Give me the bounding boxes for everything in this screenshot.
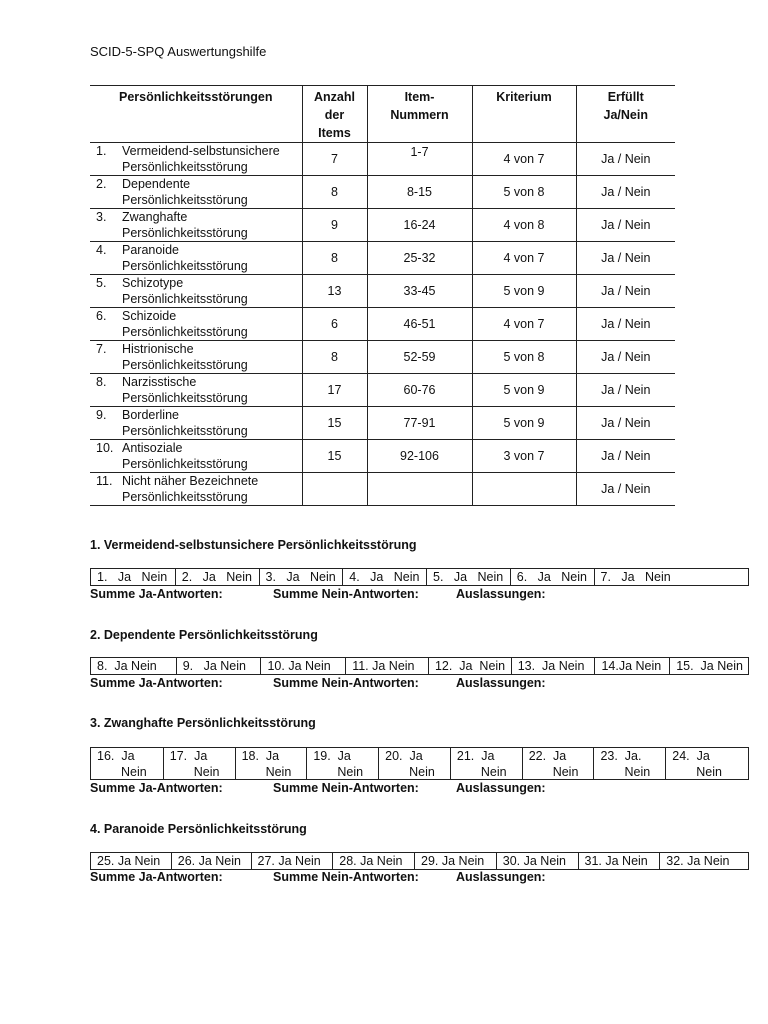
item-count: 15 xyxy=(302,440,367,473)
table-row xyxy=(90,407,675,440)
item-response-cell[interactable]: 11. Ja Nein xyxy=(345,658,428,674)
row-number: 2. xyxy=(96,177,107,191)
missing-label: Auslassungen: xyxy=(456,676,546,690)
item-nein: Nein xyxy=(480,765,507,779)
item-nein: Nein xyxy=(121,765,147,779)
missing-label: Auslassungen: xyxy=(456,781,546,795)
disorder-name: Schizoide xyxy=(122,309,177,323)
fulfilled-ja-nein[interactable]: Ja / Nein xyxy=(576,473,675,506)
item-range xyxy=(367,473,472,506)
item-response-cell[interactable] xyxy=(450,748,522,779)
item-response-cell[interactable]: 30. Ja Nein xyxy=(496,853,578,869)
item-count: 8 xyxy=(302,242,367,275)
disorder-cell xyxy=(90,209,302,242)
item-response-cell[interactable]: 9. Ja Nein xyxy=(176,658,261,674)
disorder-type: Persönlichkeitsstörung xyxy=(122,490,248,504)
disorder-cell xyxy=(90,242,302,275)
row-number: 6. xyxy=(96,309,107,323)
sum-ja-label: Summe Ja-Antworten: xyxy=(90,781,223,795)
table-row xyxy=(90,440,675,473)
disorder-type: Persönlichkeitsstörung xyxy=(122,259,248,273)
disorder-cell xyxy=(90,440,302,473)
disorder-type: Persönlichkeitsstörung xyxy=(122,325,248,339)
fulfilled-ja-nein[interactable]: Ja / Nein xyxy=(576,374,675,407)
row-number: 11. xyxy=(96,474,113,488)
item-count xyxy=(302,473,367,506)
row-number: 3. xyxy=(96,210,107,224)
sum-ja-label: Summe Ja-Antworten: xyxy=(90,587,223,601)
disorder-type: Persönlichkeitsstörung xyxy=(122,358,248,372)
table-row xyxy=(90,143,675,176)
item-nein: Nein xyxy=(409,765,435,779)
sum-nein-label: Summe Nein-Antworten: xyxy=(273,870,419,884)
item-response-cell[interactable]: 4. Ja Nein xyxy=(342,569,426,585)
criterion: 4 von 7 xyxy=(472,143,576,176)
item-number-ja: 18. Ja xyxy=(241,749,280,763)
disorder-cell xyxy=(90,275,302,308)
item-range: 92-106 xyxy=(367,440,472,473)
item-response-cell[interactable] xyxy=(163,748,235,779)
criterion: 3 von 7 xyxy=(472,440,576,473)
item-count: 7 xyxy=(302,143,367,176)
item-response-cell[interactable]: 1. Ja Nein xyxy=(97,570,168,584)
disorder-name: Zwanghafte xyxy=(122,210,188,224)
criterion xyxy=(472,473,576,506)
item-response-row xyxy=(90,852,749,870)
item-response-cell[interactable]: 7. Ja Nein xyxy=(594,569,749,585)
item-response-cell[interactable]: 31. Ja Nein xyxy=(578,853,660,869)
item-nein: Nein xyxy=(552,765,579,779)
criterion: 5 von 9 xyxy=(472,374,576,407)
item-response-cell[interactable]: 28. Ja Nein xyxy=(332,853,414,869)
item-range: 1-7 xyxy=(367,143,472,176)
item-response-cell[interactable] xyxy=(378,748,450,779)
item-count: 9 xyxy=(302,209,367,242)
item-response-cell[interactable]: 26. Ja Nein xyxy=(171,853,251,869)
table-row xyxy=(90,242,675,275)
item-count: 17 xyxy=(302,374,367,407)
item-response-cell[interactable]: 2. Ja Nein xyxy=(175,569,259,585)
item-number-ja: 21. Ja xyxy=(456,749,495,763)
evaluation-table xyxy=(90,85,675,506)
disorder-name: Narzisstische xyxy=(122,375,197,389)
row-number: 5. xyxy=(96,276,107,290)
row-number: 10. xyxy=(96,441,114,455)
fulfilled-ja-nein[interactable]: Ja / Nein xyxy=(576,341,675,374)
row-number: 4. xyxy=(96,243,107,257)
criterion: 4 von 8 xyxy=(472,209,576,242)
item-count: 13 xyxy=(302,275,367,308)
criterion: 5 von 8 xyxy=(472,176,576,209)
disorder-cell xyxy=(90,176,302,209)
table-row xyxy=(90,209,675,242)
section-title: 4. Paranoide Persönlichkeitsstörung xyxy=(90,822,307,836)
disorder-cell xyxy=(90,407,302,440)
disorder-cell xyxy=(90,143,302,176)
item-response-cell[interactable]: 13. Ja Nein xyxy=(511,658,595,674)
item-response-cell[interactable]: 29. Ja Nein xyxy=(414,853,496,869)
missing-label: Auslassungen: xyxy=(456,587,546,601)
sum-nein-label: Summe Nein-Antworten: xyxy=(273,587,419,601)
header-item-numbers: Item- Nummern xyxy=(367,86,472,143)
item-response-cell[interactable]: 10. Ja Nein xyxy=(260,658,345,674)
item-number-ja: 20. Ja xyxy=(385,749,423,763)
disorder-type: Persönlichkeitsstörung xyxy=(122,160,248,174)
item-range: 60-76 xyxy=(367,374,472,407)
fulfilled-ja-nein[interactable]: Ja / Nein xyxy=(576,407,675,440)
row-number: 8. xyxy=(96,375,107,389)
header-criterion: Kriterium xyxy=(472,86,576,143)
item-nein: Nein xyxy=(337,765,364,779)
fulfilled-ja-nein[interactable]: Ja / Nein xyxy=(576,275,675,308)
disorder-cell xyxy=(90,341,302,374)
item-count: 15 xyxy=(302,407,367,440)
item-response-cell[interactable]: 5. Ja Nein xyxy=(426,569,510,585)
item-nein: Nein xyxy=(193,765,220,779)
disorder-name: Paranoide xyxy=(122,243,179,257)
fulfilled-ja-nein[interactable]: Ja / Nein xyxy=(576,242,675,275)
disorder-cell xyxy=(90,308,302,341)
criterion: 4 von 7 xyxy=(472,242,576,275)
item-response-cell[interactable]: 32. Ja Nein xyxy=(659,853,748,869)
disorder-type: Persönlichkeitsstörung xyxy=(122,424,248,438)
fulfilled-ja-nein[interactable]: Ja / Nein xyxy=(576,440,675,473)
item-nein: Nein xyxy=(624,765,651,779)
item-response-cell[interactable] xyxy=(665,748,748,779)
row-number: 7. xyxy=(96,342,107,356)
item-count: 8 xyxy=(302,176,367,209)
disorder-type: Persönlichkeitsstörung xyxy=(122,292,248,306)
table-row xyxy=(90,341,675,374)
item-response-row xyxy=(90,657,749,675)
fulfilled-ja-nein[interactable]: Ja / Nein xyxy=(576,176,675,209)
header-fulfilled: Erfüllt Ja/Nein xyxy=(576,86,675,143)
section-title: 3. Zwanghafte Persönlichkeitsstörung xyxy=(90,716,316,730)
disorder-name: Dependente xyxy=(122,177,191,191)
table-header-row xyxy=(90,86,675,143)
criterion: 5 von 9 xyxy=(472,407,576,440)
disorder-type: Persönlichkeitsstörung xyxy=(122,391,248,405)
item-nein: Nein xyxy=(696,765,722,779)
item-response-cell[interactable]: 14.Ja Nein xyxy=(594,658,669,674)
disorder-type: Persönlichkeitsstörung xyxy=(122,457,248,471)
item-number-ja: 16. Ja xyxy=(97,749,135,763)
item-number-ja: 19. Ja xyxy=(313,749,351,763)
fulfilled-ja-nein[interactable]: Ja / Nein xyxy=(576,308,675,341)
section-title: 1. Vermeidend-selbstunsichere Persönlichkeitsstörung xyxy=(90,538,417,552)
summary-line xyxy=(90,870,690,886)
item-range: 33-45 xyxy=(367,275,472,308)
document-title: SCID-5-SPQ Auswertungshilfe xyxy=(90,44,267,59)
table-row xyxy=(90,275,675,308)
sum-ja-label: Summe Ja-Antworten: xyxy=(90,870,223,884)
section-title: 2. Dependente Persönlichkeitsstörung xyxy=(90,628,318,642)
item-count: 8 xyxy=(302,341,367,374)
item-nein: Nein xyxy=(265,765,292,779)
fulfilled-ja-nein[interactable]: Ja / Nein xyxy=(576,143,675,176)
item-response-cell[interactable]: 12. Ja Nein xyxy=(428,658,511,674)
sum-nein-label: Summe Nein-Antworten: xyxy=(273,781,419,795)
item-response-cell[interactable]: 27. Ja Nein xyxy=(251,853,333,869)
table-row xyxy=(90,374,675,407)
disorder-name: Antisoziale xyxy=(122,441,183,455)
item-response-cell[interactable] xyxy=(91,748,163,779)
item-response-row xyxy=(90,568,749,586)
item-range: 46-51 xyxy=(367,308,472,341)
row-number: 9. xyxy=(96,408,107,422)
disorder-type: Persönlichkeitsstörung xyxy=(122,193,248,207)
item-range: 16-24 xyxy=(367,209,472,242)
item-response-row xyxy=(90,747,749,780)
summary-line xyxy=(90,587,690,603)
table-row xyxy=(90,176,675,209)
item-range: 77-91 xyxy=(367,407,472,440)
item-number-ja: 23. Ja. xyxy=(600,749,642,763)
item-response-cell[interactable]: 25. Ja Nein xyxy=(97,854,161,868)
item-response-cell[interactable] xyxy=(522,748,594,779)
summary-line xyxy=(90,781,690,797)
item-response-cell[interactable] xyxy=(235,748,307,779)
disorder-cell xyxy=(90,473,302,506)
disorder-name: Histrionische xyxy=(122,342,194,356)
missing-label: Auslassungen: xyxy=(456,870,546,884)
item-range: 52-59 xyxy=(367,341,472,374)
fulfilled-ja-nein[interactable]: Ja / Nein xyxy=(576,209,675,242)
table-row xyxy=(90,308,675,341)
disorder-name: Schizotype xyxy=(122,276,184,290)
item-number-ja: 24. Ja xyxy=(672,749,710,763)
disorder-type: Persönlichkeitsstörung xyxy=(122,226,248,240)
disorder-cell xyxy=(90,374,302,407)
item-count: 6 xyxy=(302,308,367,341)
item-response-cell[interactable] xyxy=(593,748,665,779)
disorder-name: Borderline xyxy=(122,408,179,422)
item-response-cell[interactable]: 3. Ja Nein xyxy=(259,569,343,585)
criterion: 4 von 7 xyxy=(472,308,576,341)
summary-line xyxy=(90,676,690,692)
row-number: 1. xyxy=(96,144,107,158)
sum-ja-label: Summe Ja-Antworten: xyxy=(90,676,223,690)
item-number-ja: 22. Ja xyxy=(528,749,567,763)
sum-nein-label: Summe Nein-Antworten: xyxy=(273,676,419,690)
item-range: 8-15 xyxy=(367,176,472,209)
item-response-cell[interactable] xyxy=(306,748,378,779)
item-response-cell[interactable]: 8. Ja Nein xyxy=(97,659,157,673)
disorder-name: Vermeidend-selbstunsichere xyxy=(122,144,280,158)
table-row xyxy=(90,473,675,506)
item-response-cell[interactable]: 15. Ja Nein xyxy=(669,658,748,674)
header-disorder: Persönlichkeitsstörungen xyxy=(90,86,302,143)
criterion: 5 von 8 xyxy=(472,341,576,374)
item-number-ja: 17. Ja xyxy=(169,749,208,763)
header-count: Anzahl der Items xyxy=(302,86,367,143)
disorder-name: Nicht näher Bezeichnete xyxy=(122,474,259,488)
item-response-cell[interactable]: 6. Ja Nein xyxy=(510,569,594,585)
criterion: 5 von 9 xyxy=(472,275,576,308)
item-range: 25-32 xyxy=(367,242,472,275)
